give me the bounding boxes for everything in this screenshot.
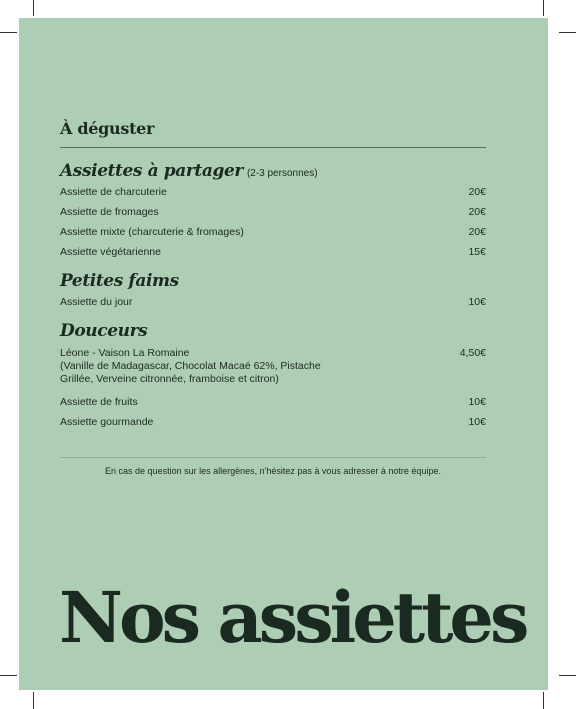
section-title-douceurs: Douceurs (60, 321, 148, 341)
item-price: 10€ (468, 296, 486, 308)
menu-page (19, 18, 548, 690)
footer-divider (60, 457, 486, 458)
item-price: 20€ (468, 186, 486, 198)
crop-mark (0, 675, 17, 676)
item-name: Léone - Vaison La Romaine (Vanille de Madagascar, Chocolat Macaé 62%, Pistache Grillée, Verveine citronnée, framboise et citron) (60, 347, 321, 385)
section-title-assiettes (60, 161, 318, 181)
item-price: 10€ (468, 396, 486, 408)
item-price: 15€ (468, 246, 486, 258)
crop-mark (559, 675, 576, 676)
section-title-text: Assiettes à partager (60, 161, 243, 181)
crop-mark (559, 32, 576, 33)
item-price: 4,50€ (459, 347, 486, 359)
section-title-petites-faims: Petites faims (60, 271, 179, 291)
item-name: Assiette de fromages (60, 206, 159, 218)
crop-mark (0, 32, 17, 33)
item-name: Assiette de charcuterie (60, 186, 167, 198)
big-title: Nos assiettes (59, 576, 526, 659)
item-name: Assiette végétarienne (60, 246, 161, 258)
item-price: 20€ (468, 206, 486, 218)
item-name: Assiette mixte (charcuterie & fromages) (60, 226, 244, 238)
item-name: Assiette de fruits (60, 396, 138, 408)
item-price: 20€ (468, 226, 486, 238)
section-note: (2-3 personnes) (246, 168, 318, 179)
item-name: Assiette gourmande (60, 416, 154, 428)
allergen-note: En cas de question sur les allergènes, n'hésitez pas à vous adresser à notre équipe. (105, 466, 441, 476)
heading-divider (60, 147, 486, 148)
crop-mark (33, 692, 34, 709)
crop-mark (33, 0, 34, 16)
item-name: Assiette du jour (60, 296, 133, 308)
item-price: 10€ (468, 416, 486, 428)
crop-mark (543, 692, 544, 709)
menu-heading: À déguster (60, 119, 155, 138)
crop-mark (543, 0, 544, 16)
